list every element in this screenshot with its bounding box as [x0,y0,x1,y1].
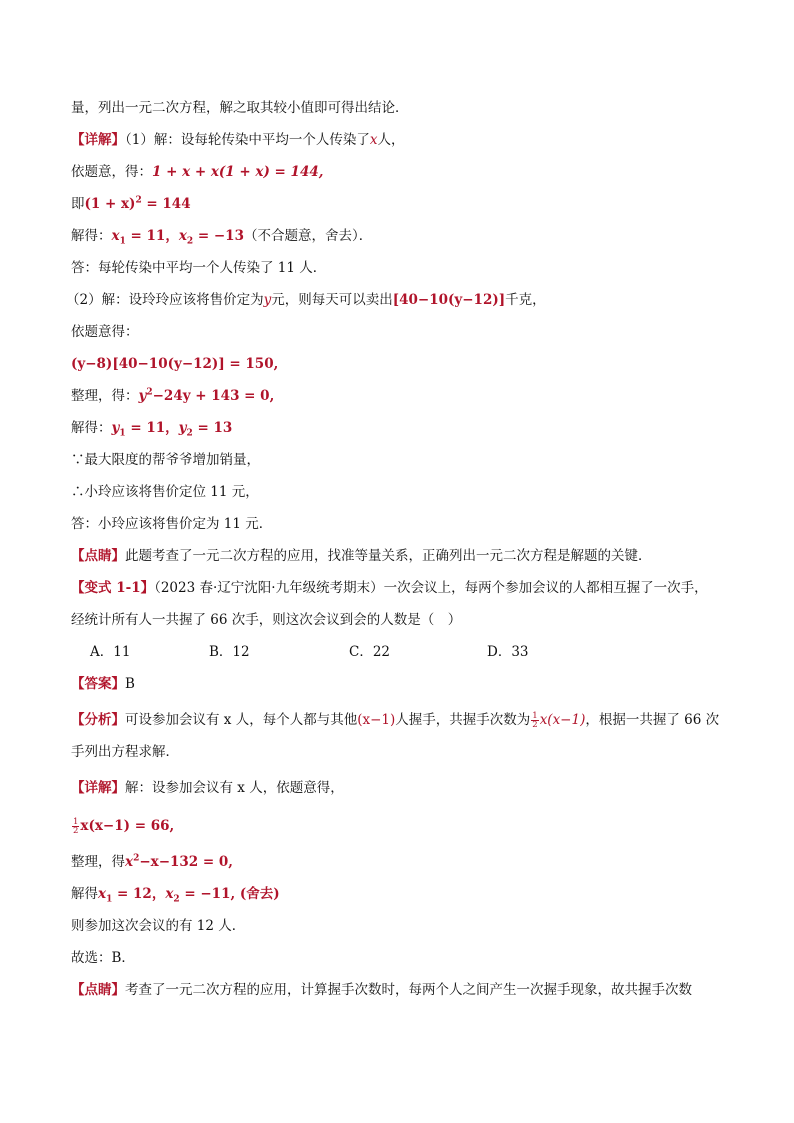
part2-line [66,290,546,310]
math-var: y [111,420,120,436]
math-part: (舍去) [235,886,280,902]
text: 考查了一元二次方程的应用，计算握手次数时，每两个人之间产生一次握手现象，故共握手次数 [125,982,692,998]
denominator: 2 [73,826,79,836]
math: [40−10(y−12)] [392,292,506,308]
numerator: 1 [73,817,79,827]
text: 量，列出一元二次方程，解之取其较小值即可得出结论． [71,100,409,116]
text: （1）解：设每轮传染中平均一个人传染了 [125,132,370,148]
subscript: 1 [119,236,126,247]
math [125,854,233,870]
math-part: = 11， [125,420,179,436]
text: 元，则每天可以卖出 [271,292,393,308]
math: x(x−1) = 66, [80,818,175,834]
text: 人握手，共握手次数为 [395,712,531,728]
text-line [71,450,260,470]
math-part: = 12， [112,886,166,902]
equation-line [71,354,278,374]
equation-line [71,852,233,872]
solution-line [71,884,280,904]
text: ∵最大限度的帮爷爷增加销量， [71,452,260,468]
math-var: x [111,228,120,244]
text: 故选：B． [71,950,135,966]
text: 答：每轮传染中平均一个人传染了 11 人． [71,260,327,276]
math-part: = 144 [141,196,191,212]
solution-line [71,418,232,438]
answer-tag: 【答案】 [71,676,125,692]
math-part: = 13 [192,420,233,436]
variant-line [71,578,708,598]
text: 经统计所有人一共握了 66 次手，则这次会议到会的人数是（ ） [71,612,462,628]
text: （2）解：设玲玲应该将售价定为 [66,292,264,308]
answer-tag-line [71,674,135,694]
text-line [71,322,139,342]
text: 则参加这次会议的有 12 人． [71,918,246,934]
subscript: 1 [106,894,113,905]
math [111,228,244,247]
option-d: D．33 [487,644,529,660]
text: ∴小玲应该将售价定位 11 元， [71,484,259,500]
text: B [125,676,135,692]
math-part: = −13 [193,228,244,244]
math-var: x [125,854,134,870]
text: 解得 [71,886,98,902]
math: (x−1) [357,712,396,728]
text: 答：小玲应该将售价定为 11 元． [71,516,273,532]
text: 人， [377,132,405,148]
text: 可设参加会议有 x 人，每个人都与其他 [125,712,358,728]
text-line [71,482,259,502]
math-var: x [369,132,378,148]
text: 此题考查了一元二次方程的应用，找准等量关系，正确列出一元二次方程是解题的关键． [125,548,652,564]
text: 解得： [71,420,112,436]
math-var: x [98,886,107,902]
option-a: A．11 [90,644,131,660]
text: 整理，得： [71,388,139,404]
text: 解：设参加会议有 x 人，依题意得， [125,780,344,796]
variant-tag: 【变式 1-1】 [71,580,155,596]
text-line [71,916,245,936]
comment-line [71,546,652,566]
answer-line [71,514,272,534]
subscript: 2 [186,428,193,439]
text: 依题意，得： [71,164,152,180]
math-part: (1 + x) [84,196,136,212]
equation-line [71,386,274,406]
question-line [71,610,461,630]
math [98,886,280,905]
text-line [71,948,135,968]
math: (y−8)[40−10(y−12)] = 150, [71,356,279,372]
numerator: 1 [532,711,538,721]
text: 即 [71,196,85,212]
subscript: 2 [186,236,194,247]
detail-tag: 【详解】 [71,780,125,796]
text: 整理，得 [71,854,125,870]
text: 千克， [505,292,546,308]
detail-line-2 [71,778,344,798]
math-part: = −11, [179,886,236,902]
analysis-line [71,710,719,730]
subscript: 2 [173,894,180,905]
equation-line [71,162,323,182]
math: 1 + x + x(1 + x) = 144, [152,164,324,180]
superscript: 2 [146,387,153,398]
math: x(x−1) [539,712,586,728]
solution-line [71,226,372,246]
fraction [72,818,79,835]
math [139,388,275,404]
detail-tag: 【详解】 [71,132,125,148]
math-var: x [165,886,174,902]
fraction [531,712,538,729]
text: ，根据一共握了 66 次 [585,712,720,728]
detail-line-1 [71,130,404,150]
equation-line [71,194,191,214]
comment-line [71,980,692,1000]
math-var: x [178,228,187,244]
text: （2023 春·辽宁沈阳·九年级统考期末）一次会议上，每两个参加会议的人都相互握了一次手， [154,580,708,596]
math-part: = 11， [125,228,179,244]
math-var: y [263,292,272,308]
math [111,420,233,439]
analysis-tag: 【分析】 [71,712,125,728]
superscript: 2 [135,195,142,206]
equation-line [71,816,174,836]
text: 手列出方程求解． [71,744,179,760]
answer-line [71,258,326,278]
subscript: 1 [119,428,126,439]
comment-tag: 【点睛】 [71,548,125,564]
superscript: 2 [133,853,140,864]
analysis-continuation [71,98,409,118]
text: （不合题意，舍去）． [243,228,373,244]
math-var: y [138,388,147,404]
option-b: B．12 [209,644,250,660]
comment-tag: 【点睛】 [71,982,125,998]
option-c: C．22 [349,644,391,660]
text: 解得： [71,228,112,244]
math [85,196,191,212]
math-part: −24y + 143 = 0, [152,388,275,404]
math-part: −x−132 = 0, [139,854,233,870]
denominator: 2 [532,720,538,730]
text: 依题意得： [71,324,139,340]
math-var: y [178,420,187,436]
text-line [71,742,179,762]
